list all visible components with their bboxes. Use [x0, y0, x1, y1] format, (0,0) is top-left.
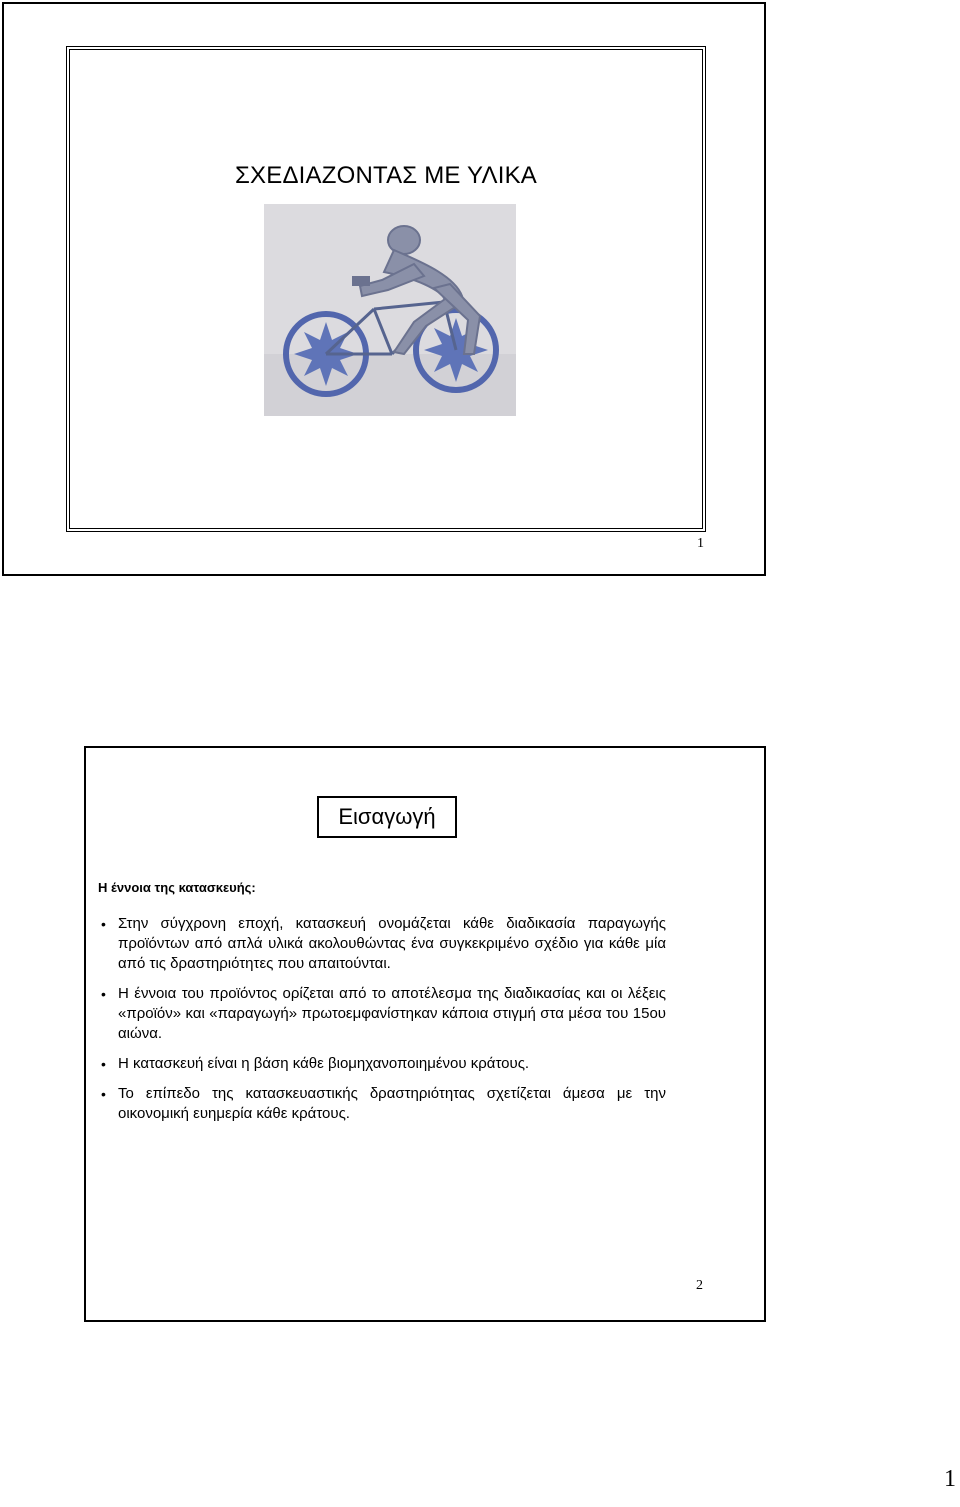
- slide-1: [2, 2, 766, 576]
- list-item: [98, 914, 666, 974]
- slide-heading: Εισαγωγή: [317, 796, 457, 838]
- title-frame: [66, 46, 706, 532]
- bullet-icon: •: [101, 1056, 106, 1072]
- bullet-text: Η έννοια του προϊόντος ορίζεται από το αποτέλεσμα της διαδικασίας και οι λέξεις «προϊόν» και «παραγωγή» πρωτοεμφανίστηκαν κάποια στιγμή στα μέσα του 15ου αιώνα.: [118, 985, 666, 1042]
- slide-title: ΣΧΕΔΙΑΖΟΝΤΑΣ ΜΕ ΥΛΙΚΑ: [235, 162, 537, 189]
- bullet-icon: •: [101, 986, 106, 1002]
- cyclist-illustration: [264, 204, 516, 416]
- slide-2: [84, 746, 766, 1322]
- list-item: [98, 984, 666, 1044]
- bullet-icon: •: [101, 1086, 106, 1102]
- bullet-icon: •: [101, 916, 106, 932]
- bullet-text: Η κατασκευή είναι η βάση κάθε βιομηχανοποιημένου κράτους.: [118, 1055, 530, 1072]
- bullet-text: Το επίπεδο της κατασκευαστικής δραστηριότητας σχετίζεται άμεσα με την οικονομική ευημερία κάθε κράτους.: [118, 1085, 666, 1122]
- bullet-text: Στην σύγχρονη εποχή, κατασκευή ονομάζεται κάθε διαδικασία παραγωγής προϊόντων από απλά υλικά ακολουθώντας ένα συγκεκριμένο σχέδιο για κάθε μία από τις δραστηριότητες που απαιτούνται.: [118, 915, 666, 972]
- document-page-number: 1: [944, 1466, 956, 1492]
- bullet-list: [98, 914, 666, 1134]
- slide-2-page-number: 2: [696, 1278, 703, 1293]
- slide-subheading: Η έννοια της κατασκευής:: [98, 880, 256, 895]
- list-item: [98, 1054, 666, 1074]
- slide-1-page-number: 1: [697, 536, 704, 551]
- list-item: [98, 1084, 666, 1124]
